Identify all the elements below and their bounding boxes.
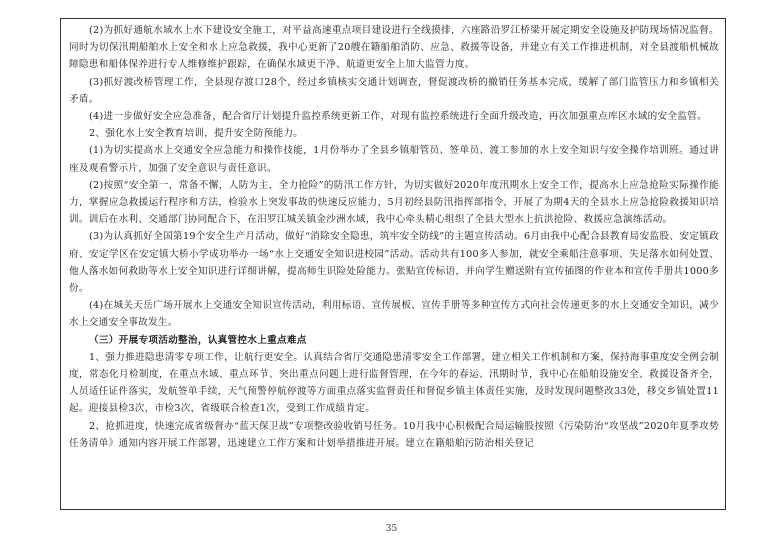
paragraph-p10: 1、强力推进隐患清零专项工作，让航行更安全。认真结合省厅交通隐患清零安全工作部署，建立相关工作机制和方案，保持海事重度安全例会制度，常态化月检制度，在重点水域、重点环节、突出重点问题上进行监督管理，在今年的春运、汛期时节，我中心在船舶设施安全、救援设备齐全，人员适任证件落实，发航签单手续，天气预警停航停渡等方面重点落实监督责任和督促乡镇主体责任实施，及时发现问题整改33处，移交乡镇处置11起。迎接县检3次，市检3次，省级联合检查1次，受到工作成绩肯定。 [69, 351, 719, 415]
paragraph-p1: (2)为抓好通航水域水上水下建设安全施工，对平益高速重点项目建设进行全线摸排，六座路沿罗江桥梁开展定期安全设施及护防现场情况监督。同时为切保汛期船舶水上安全和水上应急救援，我中心更新了20艘在籍船舶消防、应急、救援等设备，并建立有关工作推进机制，对全县渡船机械故障隐患和船体保养进行专人维修维护跟踪，在确保水域更干净、航道更安全上加大监管力度。 [69, 25, 719, 71]
page-number: 35 [385, 524, 398, 534]
body-text [69, 22, 719, 452]
paragraph-p2: (3)抓好渡改桥管理工作，全县现存渡口28个，经过乡镇核实交通计划调查，督促渡改桥的撤销任务基本完成，缓解了部门监管压力和乡镇相关矛盾。 [69, 76, 719, 105]
paragraph-p4: 2、强化水上安全教育培训，提升安全防预能力。 [89, 128, 304, 140]
paragraph-p6: (2)按照“安全第一，常备不懈，人防为主，全力抢险”的防汛工作方针，为切实做好2020年度汛期水上安全工作，提高水上应急抢险实际操作能力，掌握应急救援运行程序和方法，检验水上突发事故的快速反应能力，5月初经县防汛指挥部指令，开展了为期4天的全县水上应急抢险救援知识培训。训后在水利、交通部门协同配合下，在汨罗江城关镇金沙洲水域，我中心牵头精心组织了全县大型水上抗洪抢险、救援应急演练活动。 [69, 179, 719, 226]
paragraph-p9: （三）开展专项活动整治，认真管控水上重点难点 [89, 334, 307, 346]
paragraph-p7: (3)为认真抓好全国第19个安全生产月活动，做好“消除安全隐患，筑牢安全防线”的主题宣传活动。6月由我中心配合县教育局安监股、安定镇政府、安定学区在安定镇大桥小学成功举办一场“水上交通安全知识进校园”活动。活动共有100多人参加，就安全乘船注意事项、失足落水如何处置、他人落水如何救助等水上安全知识进行详细讲解，提高师生识险处险能力。张贴宣传标语，并向学生赠送附有宣传插图的作业本和宣传手册共1000多份。 [69, 231, 719, 295]
paragraph-p8: (4)在城关天岳广场开展水上交通安全知识宣传活动，利用标语、宣传展板、宣传手册等多种宣传方式向社会传递更多的水上交通安全知识，减少水上交通安全事故发生。 [69, 300, 719, 329]
paragraph-p5: (1)为切实提高水上交通安全应急能力和操作技能，1月份举办了全县乡镇船管员、签单员、渡工参加的水上安全知识与安全操作培训班。通过讲座及观看警示片，加强了安全意识与责任意识。 [69, 145, 719, 174]
paragraph-p11: 2、抢抓进度，快速完成省级督办“蓝天保卫战”专项整改验收销号任务。10月我中心积极配合局运输股按照《污染防治“攻坚战”2020年夏季攻势任务清单》通知内容开展工作部署，迅速建立工作方案和计划举措推进开展。建立在籍船舶污防治相关登记 [69, 420, 719, 449]
paragraph-p3: (4)进一步做好安全应急准备，配合省厅计划提升监控系统更新工作，对现有监控系统进行全面升级改造，再次加强重点库区水域的安全监管。 [89, 111, 708, 123]
